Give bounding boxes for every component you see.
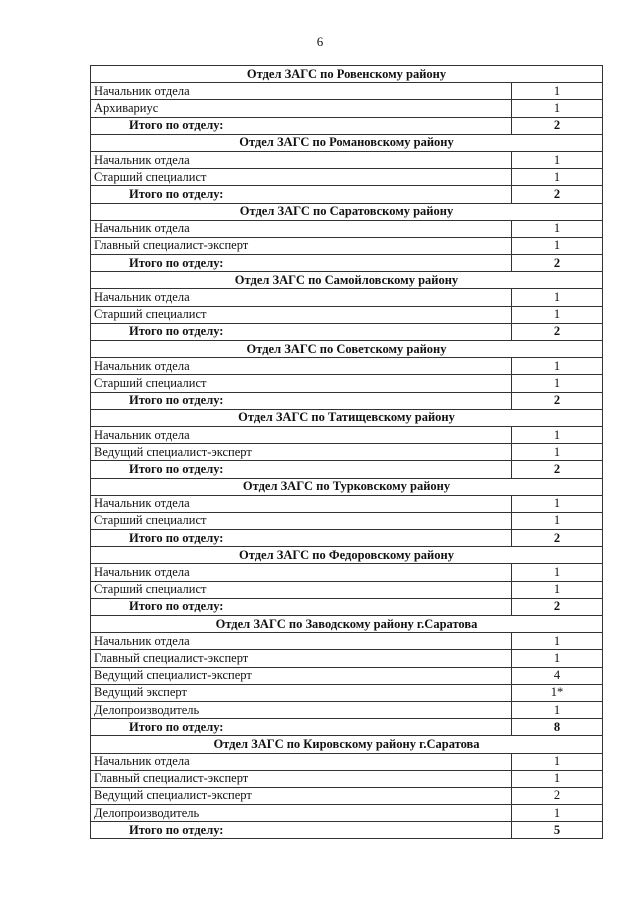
staff-count: 1 — [512, 512, 603, 529]
total-count: 2 — [512, 598, 603, 615]
staff-count: 1 — [512, 633, 603, 650]
department-title: Отдел ЗАГС по Советскому району — [91, 341, 603, 358]
staff-count: 1 — [512, 83, 603, 100]
department-title: Отдел ЗАГС по Турковскому району — [91, 478, 603, 495]
position-name: Главный специалист-эксперт — [91, 650, 512, 667]
position-name: Начальник отдела — [91, 633, 512, 650]
staff-count: 1 — [512, 650, 603, 667]
total-label: Итого по отделу: — [91, 186, 512, 203]
table-row — [91, 495, 603, 512]
department-title: Отдел ЗАГС по Ровенскому району — [91, 66, 603, 83]
staff-count: 1 — [512, 426, 603, 443]
department-title: Отдел ЗАГС по Татищевскому району — [91, 409, 603, 426]
total-count: 2 — [512, 461, 603, 478]
table-row — [91, 684, 603, 701]
position-name: Главный специалист-эксперт — [91, 770, 512, 787]
department-total-row — [91, 186, 603, 203]
total-count: 2 — [512, 530, 603, 547]
staff-count: 1 — [512, 770, 603, 787]
position-name: Старший специалист — [91, 581, 512, 598]
department-header-row — [91, 616, 603, 633]
position-name: Начальник отдела — [91, 220, 512, 237]
department-header-row — [91, 66, 603, 83]
department-total-row — [91, 392, 603, 409]
table-row — [91, 805, 603, 822]
staff-count: 1 — [512, 151, 603, 168]
total-count: 8 — [512, 719, 603, 736]
department-total-row — [91, 598, 603, 615]
staff-count: 1 — [512, 564, 603, 581]
position-name: Ведущий специалист-эксперт — [91, 444, 512, 461]
table-row — [91, 701, 603, 718]
table-row — [91, 564, 603, 581]
department-total-row — [91, 822, 603, 839]
department-header-row — [91, 341, 603, 358]
department-title: Отдел ЗАГС по Самойловскому району — [91, 272, 603, 289]
page-number: 6 — [316, 34, 324, 49]
staff-count: 1 — [512, 289, 603, 306]
position-name: Ведущий специалист-эксперт — [91, 667, 512, 684]
table-row — [91, 289, 603, 306]
table-row — [91, 512, 603, 529]
position-name: Начальник отдела — [91, 289, 512, 306]
staff-count: 1 — [512, 753, 603, 770]
staff-count: 2 — [512, 787, 603, 804]
position-name: Начальник отдела — [91, 564, 512, 581]
department-title: Отдел ЗАГС по Федоровскому району — [91, 547, 603, 564]
department-total-row — [91, 323, 603, 340]
department-header-row — [91, 478, 603, 495]
department-title: Отдел ЗАГС по Саратовскому району — [91, 203, 603, 220]
table-row — [91, 633, 603, 650]
staff-count: 1 — [512, 237, 603, 254]
table-row — [91, 375, 603, 392]
staff-count: 1 — [512, 495, 603, 512]
department-header-row — [91, 134, 603, 151]
total-label: Итого по отделу: — [91, 822, 512, 839]
total-label: Итого по отделу: — [91, 461, 512, 478]
position-name: Начальник отдела — [91, 83, 512, 100]
total-label: Итого по отделу: — [91, 323, 512, 340]
total-count: 2 — [512, 323, 603, 340]
department-title: Отдел ЗАГС по Романовскому району — [91, 134, 603, 151]
position-name: Ведущий эксперт — [91, 684, 512, 701]
table-row — [91, 151, 603, 168]
total-count: 2 — [512, 117, 603, 134]
staff-count: 1 — [512, 581, 603, 598]
total-label: Итого по отделу: — [91, 598, 512, 615]
staff-count: 1 — [512, 100, 603, 117]
total-label: Итого по отделу: — [91, 719, 512, 736]
position-name: Ведущий специалист-эксперт — [91, 787, 512, 804]
department-header-row — [91, 547, 603, 564]
position-name: Старший специалист — [91, 169, 512, 186]
total-label: Итого по отделу: — [91, 530, 512, 547]
total-label: Итого по отделу: — [91, 392, 512, 409]
position-name: Делопроизводитель — [91, 701, 512, 718]
staff-count: 1 — [512, 169, 603, 186]
staff-count: 4 — [512, 667, 603, 684]
department-header-row — [91, 736, 603, 753]
staff-count: 1 — [512, 358, 603, 375]
table-row — [91, 753, 603, 770]
table-row — [91, 306, 603, 323]
staff-count: 1 — [512, 701, 603, 718]
position-name: Архивариус — [91, 100, 512, 117]
total-count: 5 — [512, 822, 603, 839]
table-row — [91, 169, 603, 186]
staff-count: 1 — [512, 220, 603, 237]
table-row — [91, 426, 603, 443]
position-name: Начальник отдела — [91, 753, 512, 770]
position-name: Начальник отдела — [91, 426, 512, 443]
total-count: 2 — [512, 392, 603, 409]
staffing-table — [90, 65, 603, 839]
table-row — [91, 358, 603, 375]
position-name: Делопроизводитель — [91, 805, 512, 822]
department-header-row — [91, 409, 603, 426]
department-total-row — [91, 719, 603, 736]
position-name: Старший специалист — [91, 375, 512, 392]
department-total-row — [91, 255, 603, 272]
table-row — [91, 787, 603, 804]
total-label: Итого по отделу: — [91, 117, 512, 134]
table-row — [91, 650, 603, 667]
department-header-row — [91, 203, 603, 220]
staff-count: 1 — [512, 444, 603, 461]
staff-count: 1* — [512, 684, 603, 701]
table-row — [91, 83, 603, 100]
table-row — [91, 444, 603, 461]
total-label: Итого по отделу: — [91, 255, 512, 272]
table-row — [91, 581, 603, 598]
position-name: Начальник отдела — [91, 495, 512, 512]
table-row — [91, 667, 603, 684]
staff-count: 1 — [512, 306, 603, 323]
department-total-row — [91, 117, 603, 134]
total-count: 2 — [512, 255, 603, 272]
staffing-table-body — [91, 66, 603, 839]
department-title: Отдел ЗАГС по Кировскому району г.Саратова — [91, 736, 603, 753]
department-header-row — [91, 272, 603, 289]
position-name: Старший специалист — [91, 306, 512, 323]
table-row — [91, 220, 603, 237]
department-title: Отдел ЗАГС по Заводскому району г.Саратова — [91, 616, 603, 633]
staff-count: 1 — [512, 805, 603, 822]
position-name: Начальник отдела — [91, 151, 512, 168]
table-row — [91, 237, 603, 254]
table-row — [91, 770, 603, 787]
table-row — [91, 100, 603, 117]
position-name: Начальник отдела — [91, 358, 512, 375]
department-total-row — [91, 530, 603, 547]
total-count: 2 — [512, 186, 603, 203]
staff-count: 1 — [512, 375, 603, 392]
department-total-row — [91, 461, 603, 478]
position-name: Главный специалист-эксперт — [91, 237, 512, 254]
position-name: Старший специалист — [91, 512, 512, 529]
